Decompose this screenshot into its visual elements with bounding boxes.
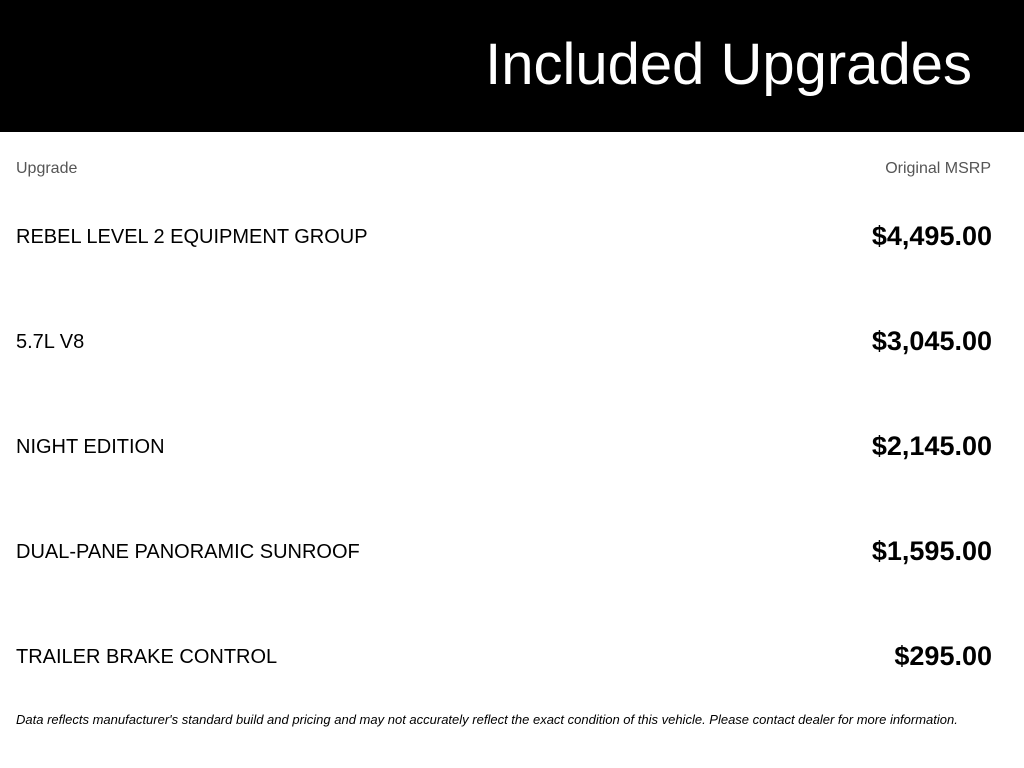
column-header-upgrade: Upgrade: [16, 160, 78, 177]
header-banner: [0, 0, 1024, 132]
upgrade-name: 5.7L V8: [16, 331, 85, 353]
upgrade-price: $4,495.00: [871, 221, 992, 251]
upgrade-name: TRAILER BRAKE CONTROL: [16, 646, 278, 668]
upgrade-price: $295.00: [894, 641, 992, 671]
upgrade-price: $1,595.00: [871, 536, 992, 566]
upgrade-list: [16, 215, 992, 740]
upgrade-name: DUAL-PANE PANORAMIC SUNROOF: [16, 541, 360, 563]
upgrade-name: NIGHT EDITION: [16, 436, 165, 458]
upgrade-price: $2,145.00: [871, 431, 992, 461]
column-header-msrp: Original MSRP: [885, 160, 991, 177]
upgrade-row: [16, 530, 992, 635]
column-headers: [16, 160, 991, 180]
upgrade-row: [16, 320, 992, 425]
upgrade-row: [16, 215, 992, 320]
upgrade-name: REBEL LEVEL 2 EQUIPMENT GROUP: [16, 226, 368, 248]
page-title: Included Upgrades: [485, 32, 972, 97]
upgrade-price: $3,045.00: [871, 326, 992, 356]
upgrade-row: [16, 425, 992, 530]
disclaimer-note: Data reflects manufacturer's standard build and pricing and may not accurately reflect the exact condition of this vehicle. Please contact dealer for more information.: [16, 712, 958, 727]
